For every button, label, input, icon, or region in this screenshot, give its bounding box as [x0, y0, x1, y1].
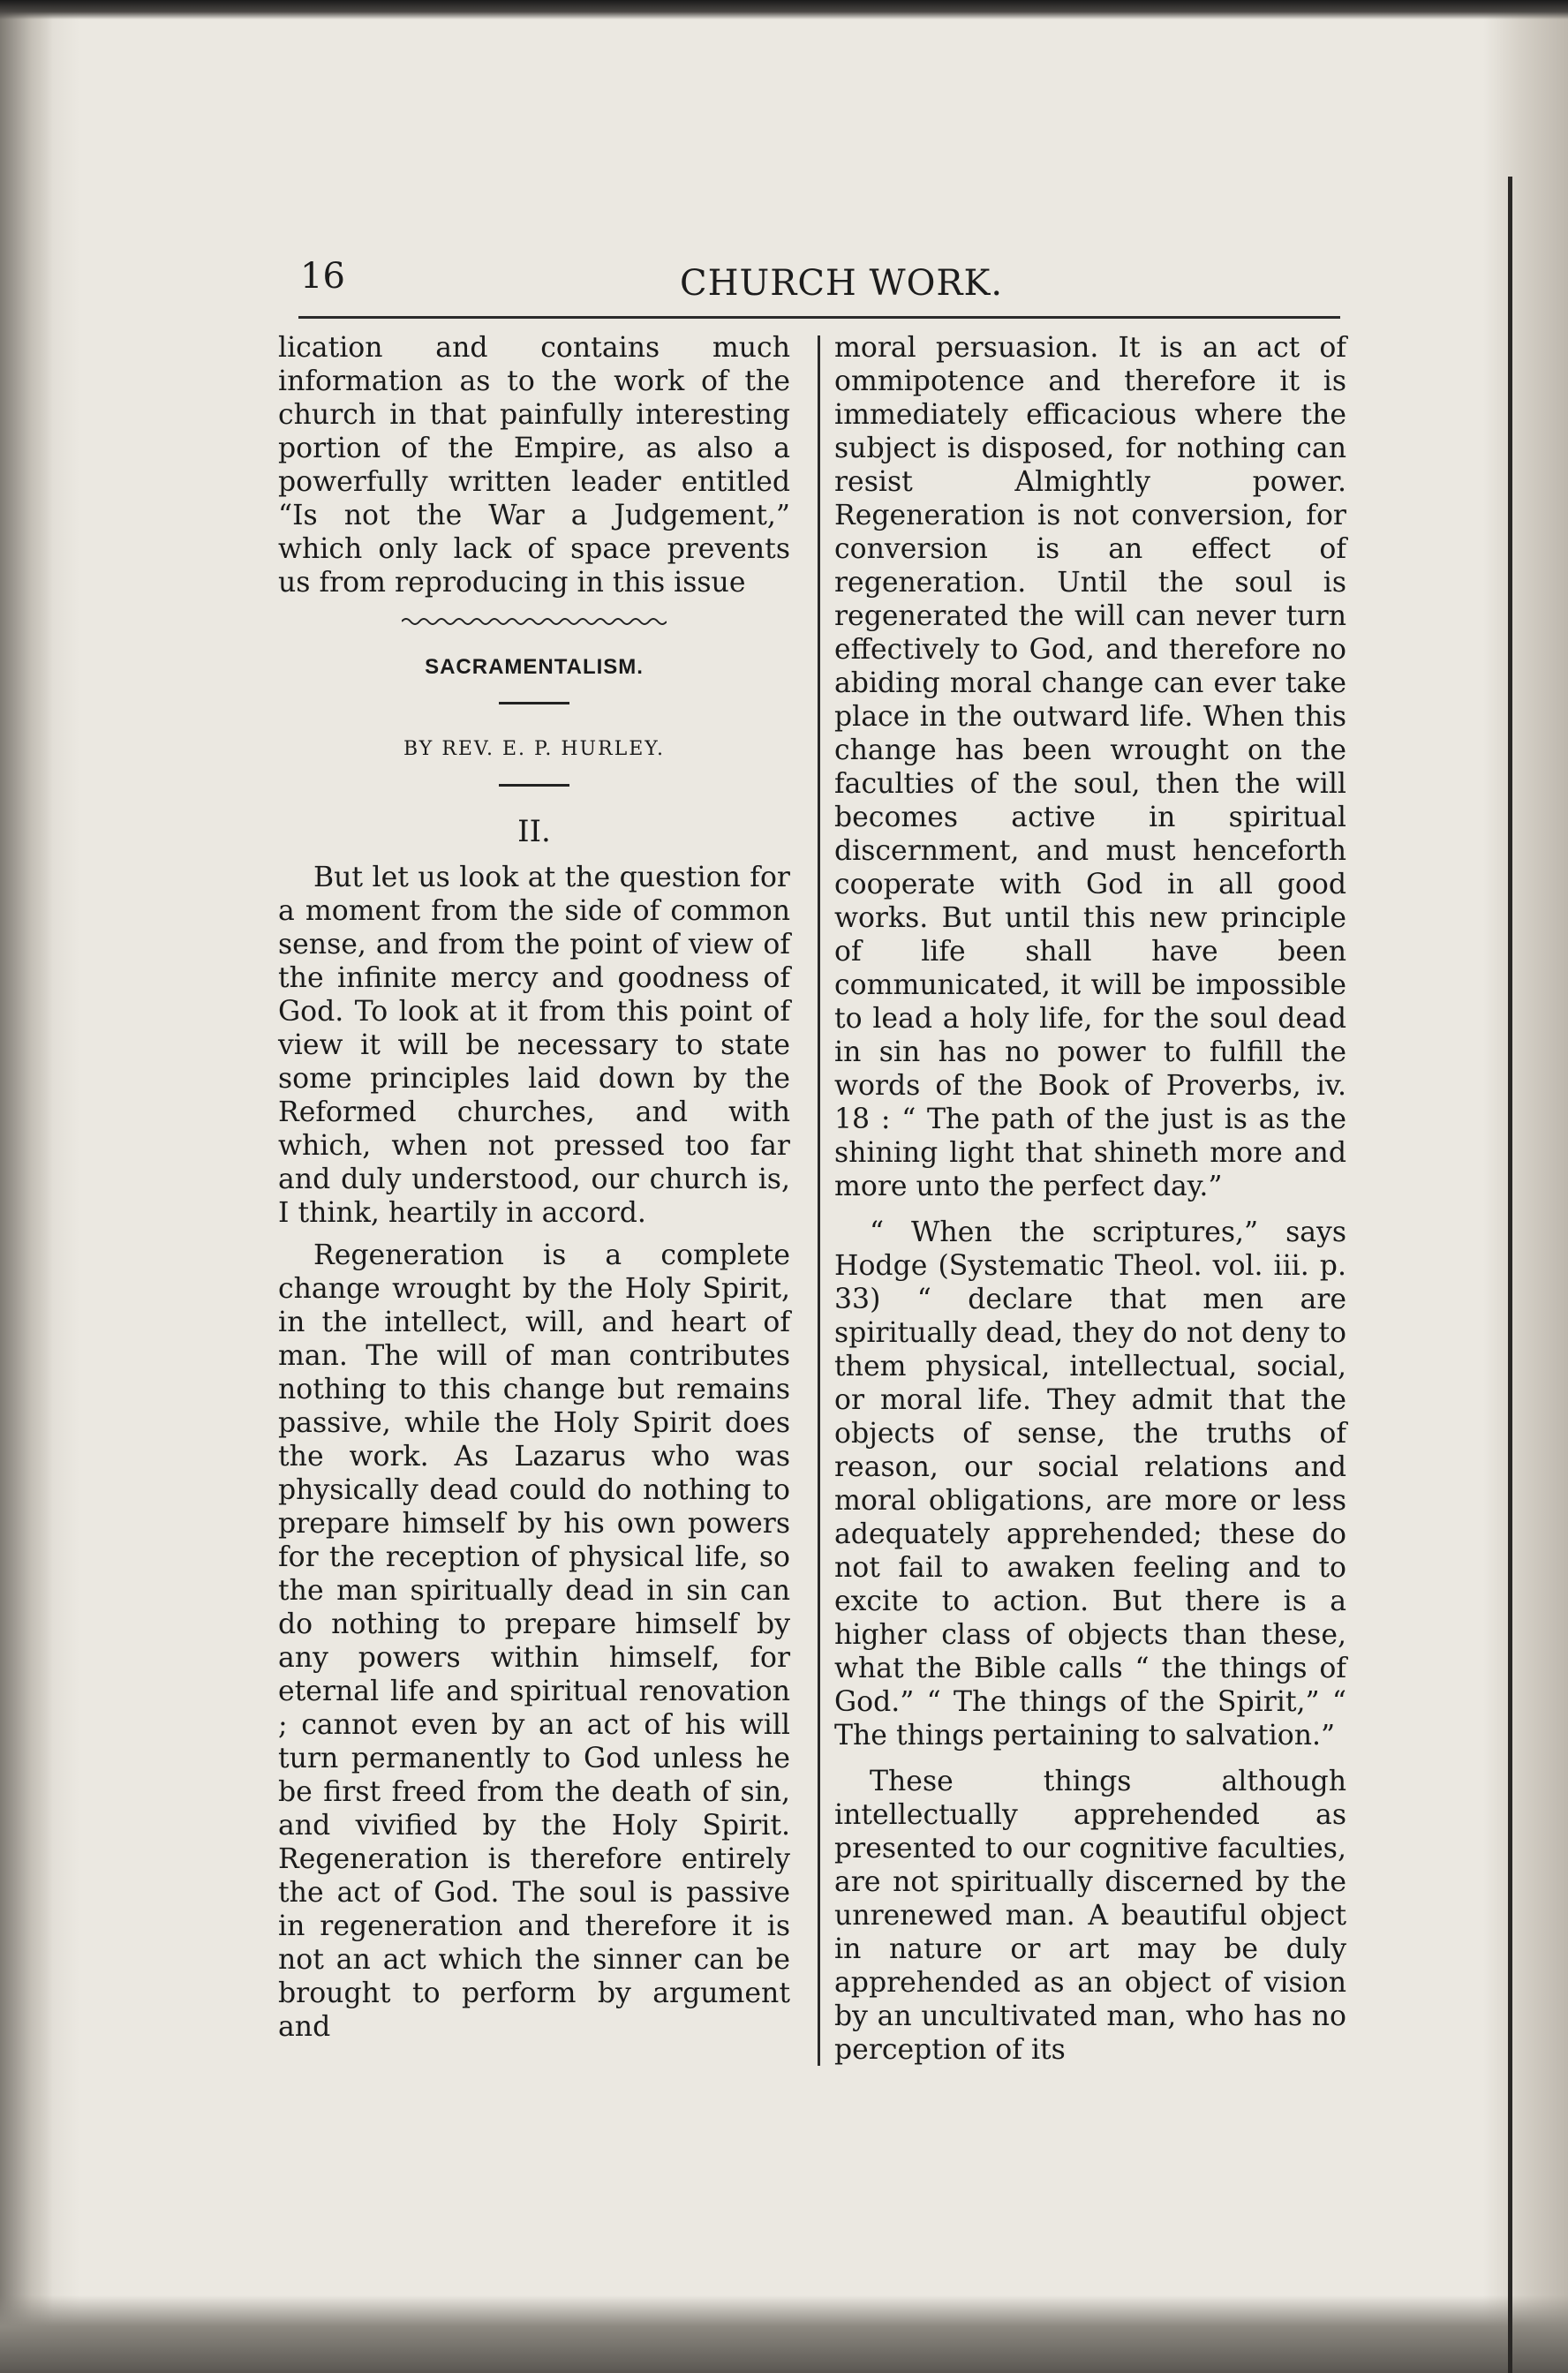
- page-header: [256, 256, 1351, 318]
- body-paragraph: But let us look at the question for a moment from the side of common sense, and from the point of view of the infinite mercy and goodness of God. To look at it from this point of view it will be necessary to state some principles laid down by the Reformed churches, and with which, when not pressed too far and duly understood, our church is, I think, heartily in accord.: [278, 862, 790, 1229]
- body-paragraph: These things although intellectually apprehended as presented to our cognitive faculties, are not spiritually discerned by the unrenewed man. A beautiful object in nature or art may be duly apprehended as an object of vision by an uncultivated man, who has no perception of its: [834, 1766, 1346, 2066]
- article-byline: BY REV. E. P. HURLEY.: [403, 738, 665, 760]
- byline-rule: [499, 784, 569, 787]
- body-paragraph: Regeneration is a complete change wrought by the Holy Spirit, in the intellect, will, and heart of man. The will of man contributes nothing to this change but remains passive, while the Holy Spirit does the work. As Lazarus who was physically dead could do nothing to prepare himself by his own powers for the reception of physical life, so the man spiritually dead in sin can do nothing to prepare himself by any powers within himself, for eternal life and spiritual renovation ; cannot even by an act of his will turn permanently to God unless he be first freed from the death of sin, and vivified by the Holy Spirit. Regeneration is therefore entirely the act of God. The soul is passive in regeneration and therefore it is not an act which the sinner can be brought to perform by argument and: [278, 1239, 790, 2043]
- column-divider: [818, 335, 820, 2066]
- page-left-edge-shadow: [0, 0, 53, 2373]
- paragraph-gap: [834, 1752, 1346, 1765]
- document-page: [256, 256, 1351, 2092]
- paragraph-gap: [834, 1203, 1346, 1216]
- right-column: [834, 331, 1346, 2067]
- article-title: SACRAMENTALISM.: [425, 655, 644, 679]
- scan-bottom-edge: [0, 2295, 1568, 2373]
- header-rule: [298, 316, 1340, 319]
- scan-top-edge: [0, 0, 1568, 19]
- scan-right-border-line: [1508, 177, 1512, 2373]
- quotation-paragraph: “ When the scriptures,” says Hodge (Systematic Theol. vol. iii. p. 33) “ declare that men are spiritually dead, they do not deny to them physical, intellectual, social, or moral life. They admit that the objects of sense, the truths of reason, our social relations and moral obligations, are more or less adequately apprehended; these do not fail to awaken feeling and to excite to action. But there is a higher class of objects than these, what the Bible calls “ the things of God.” “ The things of the Spirit,” “ The things pertaining to salvation.”: [834, 1217, 1346, 1752]
- title-rule: [499, 702, 569, 704]
- left-column: [278, 331, 790, 2044]
- body-paragraph: moral persuasion. It is an act of ommipotence and therefore it is immediately efficacious where the subject is disposed, for nothing can resist Almightly power. Regeneration is not conversion, for conversion is an effect of regeneration. Until the soul is regenerated the will can never turn effectively to God, and therefore no abiding moral change can ever take place in the outward life. When this change has been wrought on the faculties of the soul, then the will becomes active in spiritual discernment, and must henceforth cooperate with God in all good works. But until this new principle of life shall have been communicated, it will be impossible to lead a holy life, for the soul dead in sin has no power to fulfill the words of the Book of Proverbs, iv. 18 : “ The path of the just is as the shining light that shineth more and more unto the perfect day.”: [834, 332, 1346, 1202]
- ornamental-squiggle-divider: [402, 615, 667, 628]
- page-number: 16: [300, 256, 345, 297]
- running-title: CHURCH WORK.: [680, 263, 1004, 304]
- part-number: II.: [517, 814, 551, 849]
- intro-paragraph: lication and contains much information as to the work of the church in that painfully interesting portion of the Empire, as also a powerfully written leader entitled “Is not the War a Judgement,” which only lack of space prevents us from reproducing in this issue: [278, 332, 790, 599]
